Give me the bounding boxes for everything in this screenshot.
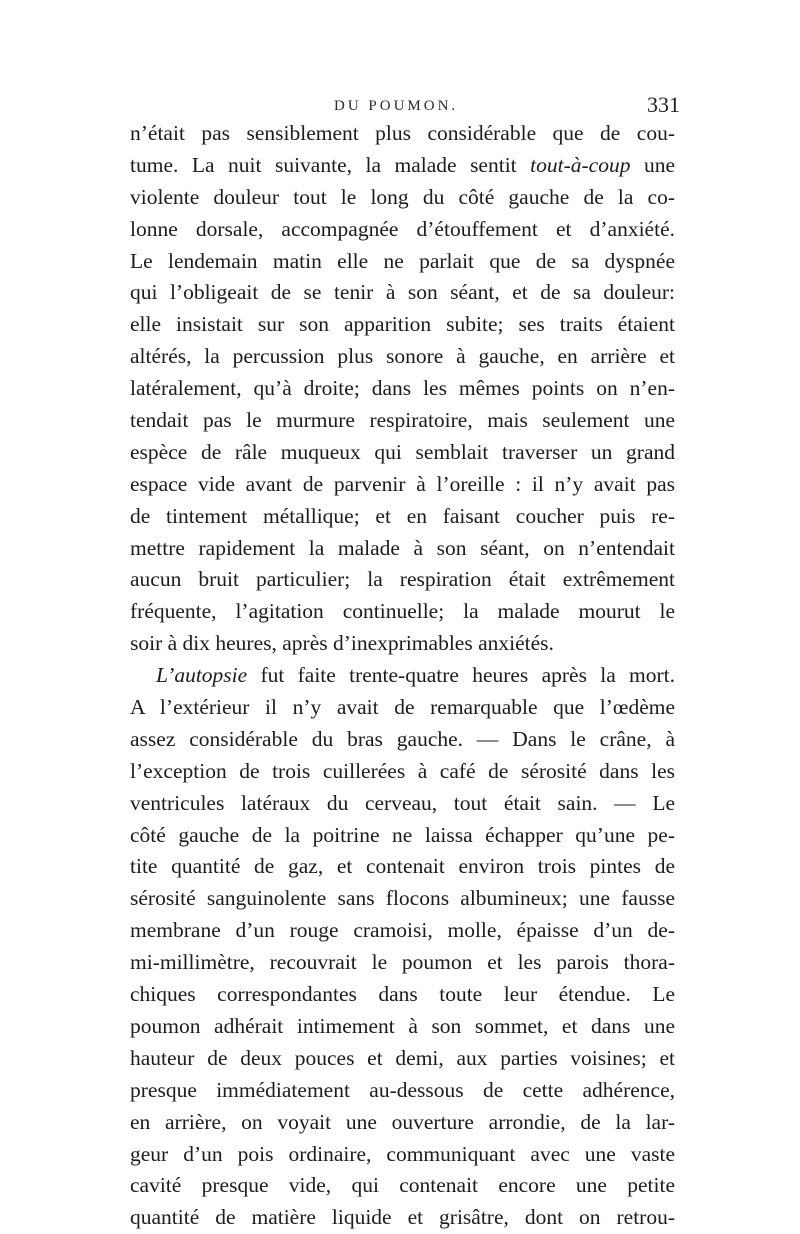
text-line bbox=[130, 883, 675, 915]
text-line bbox=[130, 437, 675, 469]
text-line bbox=[130, 533, 675, 565]
text-line bbox=[130, 1139, 675, 1171]
text-line bbox=[130, 596, 675, 628]
text-segment: mettre rapidement la malade à son séant, on n’entendait bbox=[130, 535, 675, 560]
text-line bbox=[130, 1011, 675, 1043]
text-segment: espèce de râle muqueux qui semblait traverser un grand bbox=[130, 439, 675, 464]
text-segment: latéralement, qu’à droite; dans les mêmes points on n’en- bbox=[130, 376, 675, 401]
text-line bbox=[130, 564, 675, 596]
text-segment: hauteur de deux pouces et demi, aux parties voisines; et bbox=[130, 1045, 675, 1070]
text-line bbox=[130, 660, 675, 692]
text-line bbox=[130, 341, 675, 373]
text-segment: l’exception de trois cuillerées à café de sérosité dans les bbox=[130, 758, 675, 783]
text-segment: n’était pas sensiblement plus considérable que de cou- bbox=[130, 121, 675, 145]
text-segment: tendait pas le murmure respiratoire, mais seulement une bbox=[130, 408, 675, 433]
text-line bbox=[130, 820, 675, 852]
text-segment: altérés, la percussion plus sonore à gauche, en arrière et bbox=[130, 344, 675, 369]
text-line bbox=[130, 1043, 675, 1075]
text-line bbox=[130, 1170, 675, 1202]
text-segment: membrane d’un rouge cramoisi, molle, épaisse d’un de- bbox=[130, 918, 675, 943]
text-segment: poumon adhérait intimement à son sommet, et dans une bbox=[130, 1013, 675, 1038]
text-segment: lonne dorsale, accompagnée d’étouffement et d’anxiété. bbox=[130, 216, 675, 241]
text-line bbox=[130, 501, 675, 533]
text-segment: A l’extérieur il n’y avait de remarquable que l’œdème bbox=[130, 695, 675, 720]
text-segment: violente douleur tout le long du côté gauche de la co- bbox=[130, 184, 675, 209]
italic-text: tout-à-coup bbox=[530, 152, 631, 177]
text-line bbox=[130, 979, 675, 1011]
text-line bbox=[130, 724, 675, 756]
text-segment: presque immédiatement au-dessous de cette adhérence, bbox=[130, 1077, 675, 1102]
text-line bbox=[130, 915, 675, 947]
text-segment: mi-millimètre, recouvrait le poumon et les parois thora- bbox=[130, 950, 675, 975]
text-line bbox=[130, 373, 675, 405]
text-segment: soir à dix heures, après d’inexprimables anxiétés. bbox=[130, 631, 554, 656]
text-segment: en arrière, on voyait une ouverture arrondie, de la lar- bbox=[130, 1109, 675, 1134]
text-line bbox=[130, 1107, 675, 1139]
text-segment: fut faite trente-quatre heures après la mort. bbox=[247, 663, 675, 688]
text-line bbox=[130, 692, 675, 724]
text-line bbox=[130, 851, 675, 883]
text-line bbox=[130, 628, 675, 660]
text-line bbox=[130, 405, 675, 437]
text-segment: assez considérable du bras gauche. — Dans le crâne, à bbox=[130, 726, 675, 751]
text-line bbox=[130, 756, 675, 788]
text-segment: tite quantité de gaz, et contenait environ trois pintes de bbox=[130, 854, 675, 879]
text-segment: geur d’un pois ordinaire, communiquant avec une vaste bbox=[130, 1141, 675, 1166]
text-segment: ventricules latéraux du cerveau, tout était sain. — Le bbox=[130, 790, 675, 815]
text-line bbox=[130, 947, 675, 979]
text-line bbox=[130, 118, 675, 150]
text-line bbox=[130, 277, 675, 309]
text-segment: chiques correspondantes dans toute leur étendue. Le bbox=[130, 982, 675, 1007]
text-segment: quantité de matière liquide et grisâtre, dont on retrou- bbox=[130, 1205, 675, 1230]
text-segment: qui l’obligeait de se tenir à son séant, et de sa douleur: bbox=[130, 280, 675, 305]
text-segment: aucun bruit particulier; la respiration était extrêmement bbox=[130, 567, 675, 592]
text-segment: une bbox=[630, 152, 676, 177]
text-line bbox=[130, 1202, 675, 1234]
text-segment: fréquente, l’agitation continuelle; la malade mourut le bbox=[130, 599, 675, 624]
text-segment: tume. La nuit suivante, la malade sentit bbox=[130, 152, 531, 177]
text-line bbox=[130, 1075, 675, 1107]
running-title: DU POUMON. bbox=[334, 98, 459, 114]
text-line bbox=[130, 246, 675, 278]
text-line bbox=[130, 469, 675, 501]
text-segment: sérosité sanguinolente sans flocons albumineux; une fausse bbox=[130, 886, 675, 911]
italic-text: L’autopsie bbox=[156, 663, 248, 688]
page-number: 331 bbox=[647, 92, 680, 117]
body-text bbox=[130, 118, 675, 1234]
text-segment: de tintement métallique; et en faisant coucher puis re- bbox=[130, 503, 675, 528]
text-segment: cavité presque vide, qui contenait encore une petite bbox=[130, 1173, 675, 1198]
text-line bbox=[130, 309, 675, 341]
text-line bbox=[130, 182, 675, 214]
text-segment: espace vide avant de parvenir à l’oreille : il n’y avait pas bbox=[130, 471, 675, 496]
text-segment: Le lendemain matin elle ne parlait que de sa dyspnée bbox=[130, 248, 675, 273]
text-segment: côté gauche de la poitrine ne laissa échapper qu’une pe- bbox=[130, 822, 675, 847]
text-line bbox=[130, 214, 675, 246]
text-line bbox=[130, 150, 675, 182]
text-segment: elle insistait sur son apparition subite; ses traits étaient bbox=[130, 312, 675, 337]
text-line bbox=[130, 788, 675, 820]
